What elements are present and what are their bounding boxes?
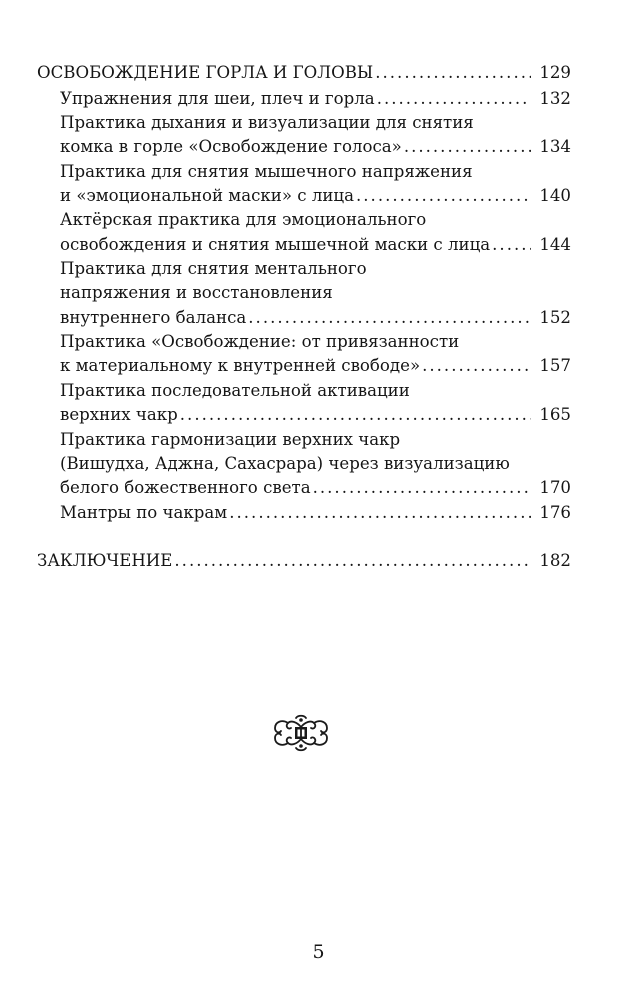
toc-entry: [60, 306, 571, 330]
toc-entry: [37, 549, 571, 573]
toc-entry-line: [60, 160, 571, 184]
toc-entry-page: 144: [539, 235, 571, 254]
toc-leader-dots: [248, 306, 531, 330]
toc-entry: [60, 354, 571, 378]
toc-entry-line: [60, 281, 571, 305]
toc-entry-title: Практика дыхания и визуализации для снятия: [60, 113, 474, 132]
toc-entry-line: [60, 257, 571, 281]
toc-entry-line: [60, 111, 571, 135]
toc-entry-title: Упражнения для шеи, плеч и горла: [60, 89, 375, 108]
toc-entry-title: (Вишудха, Аджна, Сахасрара) через визуализацию: [60, 454, 510, 473]
toc-leader-dots: [180, 403, 531, 427]
toc-entry-line: [60, 208, 571, 232]
toc-entry-title: и «эмоциональной маски» с лица: [60, 186, 354, 205]
toc-leader-dots: [313, 476, 531, 500]
toc-entry-title: верхних чакр: [60, 405, 178, 424]
toc-entry-page: 132: [539, 89, 571, 108]
toc-entry: [60, 184, 571, 208]
toc-entry-page: 129: [539, 63, 571, 82]
toc-leader-dots: [174, 549, 531, 573]
toc-entry-title: Практика для снятия ментального: [60, 259, 367, 278]
toc-entry-title: Актёрская практика для эмоционального: [60, 210, 427, 229]
toc-entry: [60, 476, 571, 500]
toc-entry-title: Практика «Освобождение: от привязанности: [60, 332, 460, 351]
toc-entry-line: [60, 428, 571, 452]
toc-entry: [60, 87, 571, 111]
toc-entry-title: ЗАКЛЮЧЕНИЕ: [37, 551, 173, 570]
toc-entry-page: 140: [539, 186, 571, 205]
floral-ornament-icon: [270, 714, 332, 752]
toc-entry-title: освобождения и снятия мышечной маски с лица: [60, 235, 491, 254]
toc-entry-page: 134: [539, 137, 571, 156]
toc-leader-dots: [404, 135, 531, 159]
toc-leader-dots: [229, 501, 531, 525]
page-number: 5: [312, 941, 325, 963]
toc-leader-dots: [356, 184, 531, 208]
toc-leader-dots: [377, 87, 531, 111]
toc-entry-title: ОСВОБОЖДЕНИЕ ГОРЛА И ГОЛОВЫ: [37, 63, 374, 82]
toc-entry-title: Практика для снятия мышечного напряжения: [60, 162, 473, 181]
toc-entry: [37, 61, 571, 85]
toc-entry-page: 170: [539, 478, 571, 497]
toc-entry-page: 182: [539, 551, 571, 570]
toc-entry-title: напряжения и восстановления: [60, 283, 333, 302]
toc-entry-line: [60, 452, 571, 476]
toc-entry-page: 165: [539, 405, 571, 424]
toc-entry-title: Практика гармонизации верхних чакр: [60, 430, 401, 449]
toc-leader-dots: [375, 61, 531, 85]
toc-entry-title: белого божественного света: [60, 478, 311, 497]
toc-entry: [60, 403, 571, 427]
toc-entry-title: Практика последовательной активации: [60, 381, 410, 400]
toc-entry-page: 157: [539, 356, 571, 375]
toc-entry: [60, 135, 571, 159]
toc-entry-title: комка в горле «Освобождение голоса»: [60, 137, 402, 156]
toc-entry-line: [60, 379, 571, 403]
toc-entry-line: [60, 330, 571, 354]
toc-leader-dots: [422, 354, 531, 378]
toc-entry: [60, 233, 571, 257]
toc-entry-title: к материальному к внутренней свободе»: [60, 356, 421, 375]
toc-leader-dots: [492, 233, 531, 257]
toc-entry-page: 176: [539, 503, 571, 522]
toc-entry-title: внутреннего баланса: [60, 308, 247, 327]
toc-entry-title: Мантры по чакрам: [60, 503, 228, 522]
toc-entry-page: 152: [539, 308, 571, 327]
toc-entry: [60, 501, 571, 525]
